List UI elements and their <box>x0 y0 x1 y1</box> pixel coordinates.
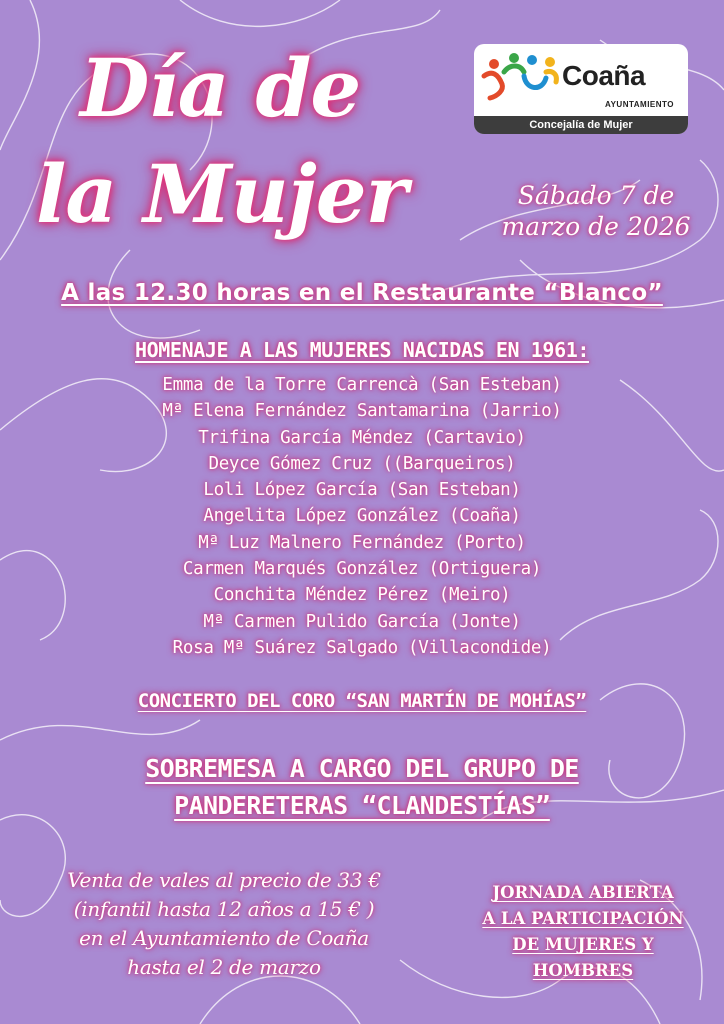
coana-logo <box>474 44 688 134</box>
honoree-item: Carmen Marqués González (Ortiguera) <box>182 559 542 580</box>
sobremesa-line-1: SOBREMESA A CARGO DEL GRUPO DE <box>145 754 579 783</box>
event-date-line-2: marzo de 2026 <box>501 212 691 241</box>
open-day-note <box>452 880 714 984</box>
honoree-item: Angelita López González (Coaña) <box>203 506 521 527</box>
honoree-item: Rosa Mª Suárez Salgado (Villacondide) <box>172 637 552 658</box>
logo-name: Coaña <box>562 60 646 91</box>
honoree-item: Mª Elena Fernández Santamarina (Jarrio) <box>162 401 562 422</box>
event-date-line-1: Sábado 7 de <box>517 181 675 210</box>
event-time-venue: A las 12.30 horas en el Restaurante “Blanco” <box>61 280 663 306</box>
ticket-line-1: Venta de vales al precio de 33 € <box>67 868 381 892</box>
concert-line: CONCIERTO DEL CORO “SAN MARTÍN DE MOHÍAS” <box>137 690 587 712</box>
event-date <box>480 180 712 242</box>
sobremesa-line-2: PANDERETERAS “CLANDESTÍAS” <box>174 791 550 820</box>
honorees-list <box>0 372 724 661</box>
honoree-item: Deyce Gómez Cruz ((Barqueiros) <box>208 453 516 474</box>
honoree-item: Emma de la Torre Carrencà (San Esteban) <box>162 375 562 395</box>
sobremesa-announcement <box>40 750 684 824</box>
open-day-line-4: HOMBRES <box>532 961 634 980</box>
ticket-sales-info <box>14 866 434 982</box>
open-day-line-3: DE MUJERES Y <box>512 935 654 954</box>
logo-subtitle: AYUNTAMIENTO <box>605 100 674 109</box>
logo-department: Concejalía de Mujer <box>474 116 688 134</box>
ticket-line-3: en el Ayuntamiento de Coaña <box>79 926 369 950</box>
honoree-item: Trifina García Méndez (Cartavio) <box>198 427 526 448</box>
ticket-line-4: hasta el 2 de marzo <box>127 955 321 979</box>
open-day-line-2: A LA PARTICIPACIÓN <box>482 909 684 928</box>
open-day-line-1: JORNADA ABIERTA <box>492 883 674 902</box>
title-line-2: la Mujer <box>36 147 407 241</box>
ticket-line-2: (infantil hasta 12 años a 15 € ) <box>73 897 375 921</box>
honoree-item: Mª Luz Malnero Fernández (Porto) <box>198 532 526 553</box>
people-logo-icon <box>480 50 564 110</box>
tribute-heading: HOMENAJE A LAS MUJERES NACIDAS EN 1961: <box>135 338 589 362</box>
title-line-1: Día de <box>80 41 361 135</box>
honoree-item: Mª Carmen Pulido García (Jonte) <box>203 611 521 632</box>
honoree-item: Conchita Méndez Pérez (Meiro) <box>213 585 511 606</box>
honoree-item: Loli López García (San Esteban) <box>203 480 521 501</box>
